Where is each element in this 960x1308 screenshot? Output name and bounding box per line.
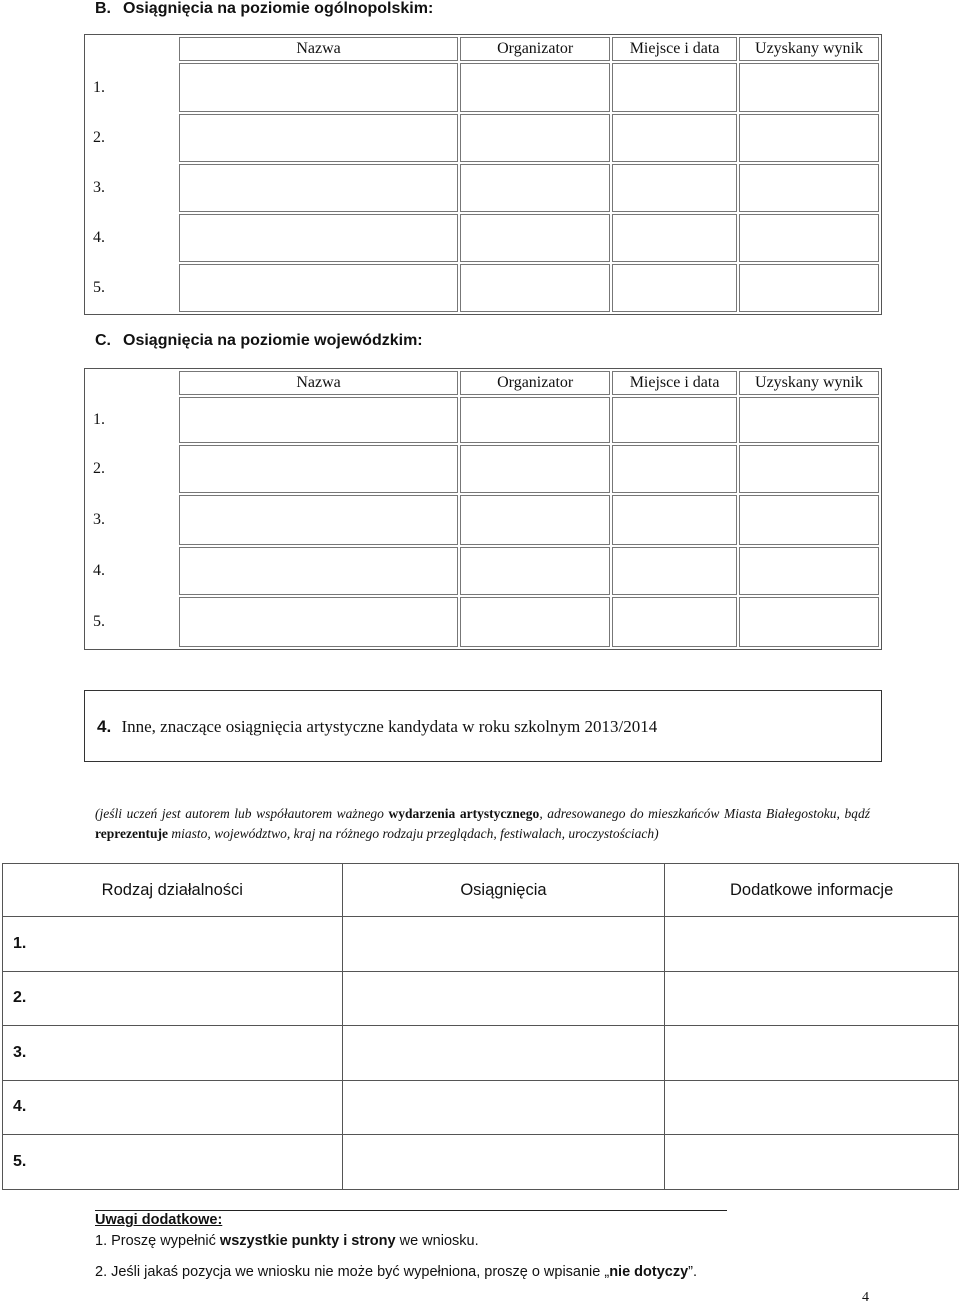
cell[interactable] xyxy=(460,397,610,443)
table-header-row xyxy=(87,371,879,395)
cell[interactable] xyxy=(612,495,737,545)
section-4-heading-box xyxy=(84,690,882,762)
section-4-description: (jeśli uczeń jest autorem lub współautorem ważnego wydarzenia artystycznego, adresowanego do mieszkańców Miasta Białegostoku, bądź reprezentuje miasto, województwo, kraj na różnego rodzaju przeglądach, festiwalach, uroczystościach) xyxy=(95,806,870,841)
table-header-row xyxy=(87,37,879,61)
cell[interactable] xyxy=(665,917,959,972)
table-row xyxy=(87,547,879,595)
section-c-heading xyxy=(95,332,423,350)
section-4-number: 4. xyxy=(97,717,112,736)
row-number: 3. xyxy=(93,511,105,528)
table-row xyxy=(87,164,879,212)
cell[interactable] xyxy=(342,1135,665,1190)
table-row xyxy=(87,445,879,493)
table-row xyxy=(87,63,879,112)
cell[interactable] xyxy=(612,164,737,212)
cell[interactable] xyxy=(665,971,959,1026)
cell[interactable] xyxy=(42,917,342,972)
cell[interactable] xyxy=(665,1026,959,1081)
table-row xyxy=(87,495,879,545)
section-c-letter: C. xyxy=(95,332,111,349)
row-number: 5. xyxy=(3,1135,43,1190)
section-4-title: Inne, znaczące osiągnięcia artystyczne kandydata w roku szkolnym 2013/2014 xyxy=(121,717,658,736)
cell[interactable] xyxy=(342,1080,665,1135)
section-c-table xyxy=(84,368,882,650)
cell[interactable] xyxy=(460,547,610,595)
table-row xyxy=(87,397,879,443)
table-row xyxy=(3,1026,959,1081)
column-header: Rodzaj działalności xyxy=(3,864,343,917)
cell[interactable] xyxy=(179,547,458,595)
cell[interactable] xyxy=(179,597,458,647)
table-row xyxy=(3,971,959,1026)
column-header: Uzyskany wynik xyxy=(739,37,879,61)
cell[interactable] xyxy=(42,1026,342,1081)
cell[interactable] xyxy=(179,214,458,262)
row-number: 4. xyxy=(93,229,105,246)
table-row xyxy=(87,264,879,312)
table-row xyxy=(87,214,879,262)
table-row xyxy=(87,597,879,647)
cell[interactable] xyxy=(665,1135,959,1190)
row-number: 3. xyxy=(3,1026,43,1081)
table-row xyxy=(3,917,959,972)
cell[interactable] xyxy=(612,63,737,112)
column-header: Organizator xyxy=(460,37,610,61)
column-header: Organizator xyxy=(460,371,610,395)
row-number: 5. xyxy=(93,613,105,630)
cell[interactable] xyxy=(179,264,458,312)
cell[interactable] xyxy=(460,445,610,493)
note-1: 1. Proszę wypełnić wszystkie punkty i strony we wniosku. xyxy=(95,1233,479,1249)
cell[interactable] xyxy=(612,445,737,493)
section-c-title: Osiągnięcia na poziomie wojewódzkim: xyxy=(123,332,423,349)
column-header: Osiągnięcia xyxy=(342,864,665,917)
row-number: 1. xyxy=(93,411,105,428)
row-number: 4. xyxy=(93,562,105,579)
cell[interactable] xyxy=(739,264,879,312)
cell[interactable] xyxy=(739,495,879,545)
cell[interactable] xyxy=(42,971,342,1026)
cell[interactable] xyxy=(460,597,610,647)
section-b-heading xyxy=(95,0,433,18)
row-number: 2. xyxy=(93,129,105,146)
page-number: 4 xyxy=(862,1290,869,1305)
cell[interactable] xyxy=(460,114,610,162)
column-header: Miejsce i data xyxy=(612,37,737,61)
cell[interactable] xyxy=(739,214,879,262)
table-header-row xyxy=(3,864,959,917)
notes-heading: Uwagi dodatkowe: xyxy=(95,1212,223,1228)
cell[interactable] xyxy=(665,1080,959,1135)
column-header: Nazwa xyxy=(179,371,458,395)
column-header: Dodatkowe informacje xyxy=(665,864,959,917)
table-row xyxy=(87,114,879,162)
cell[interactable] xyxy=(612,114,737,162)
cell[interactable] xyxy=(42,1080,342,1135)
cell[interactable] xyxy=(179,114,458,162)
cell[interactable] xyxy=(739,445,879,493)
notes-divider xyxy=(95,1210,727,1211)
cell[interactable] xyxy=(739,397,879,443)
cell[interactable] xyxy=(342,917,665,972)
section-b-title: Osiągnięcia na poziomie ogólnopolskim: xyxy=(123,0,434,17)
cell[interactable] xyxy=(739,597,879,647)
cell[interactable] xyxy=(179,445,458,493)
note-2: 2. Jeśli jakaś pozycja we wniosku nie może być wypełniona, proszę o wpisanie „nie dotyczy”. xyxy=(95,1264,698,1280)
cell[interactable] xyxy=(612,214,737,262)
cell[interactable] xyxy=(179,495,458,545)
cell[interactable] xyxy=(612,597,737,647)
cell[interactable] xyxy=(42,1135,342,1190)
cell[interactable] xyxy=(460,264,610,312)
cell[interactable] xyxy=(739,164,879,212)
row-number: 4. xyxy=(3,1080,43,1135)
row-number: 1. xyxy=(93,78,105,96)
section-b-table xyxy=(84,34,882,315)
row-number: 5. xyxy=(93,279,105,296)
table-row xyxy=(3,1135,959,1190)
column-header: Uzyskany wynik xyxy=(739,371,879,395)
cell[interactable] xyxy=(612,547,737,595)
cell[interactable] xyxy=(460,214,610,262)
cell[interactable] xyxy=(460,63,610,112)
cell[interactable] xyxy=(179,164,458,212)
table-row xyxy=(3,1080,959,1135)
row-number: 1. xyxy=(3,917,43,972)
cell[interactable] xyxy=(739,114,879,162)
section-b-letter: B. xyxy=(95,0,111,17)
cell[interactable] xyxy=(342,1026,665,1081)
row-number: 3. xyxy=(93,179,105,196)
cell[interactable] xyxy=(739,63,879,112)
cell[interactable] xyxy=(612,264,737,312)
cell[interactable] xyxy=(460,495,610,545)
cell[interactable] xyxy=(739,547,879,595)
cell[interactable] xyxy=(342,971,665,1026)
cell[interactable] xyxy=(179,63,458,112)
section-4-table xyxy=(2,863,959,1190)
column-header: Miejsce i data xyxy=(612,371,737,395)
cell[interactable] xyxy=(460,164,610,212)
cell[interactable] xyxy=(179,397,458,443)
cell[interactable] xyxy=(612,397,737,443)
row-number: 2. xyxy=(3,971,43,1026)
row-number: 2. xyxy=(93,460,105,477)
column-header: Nazwa xyxy=(179,37,458,61)
